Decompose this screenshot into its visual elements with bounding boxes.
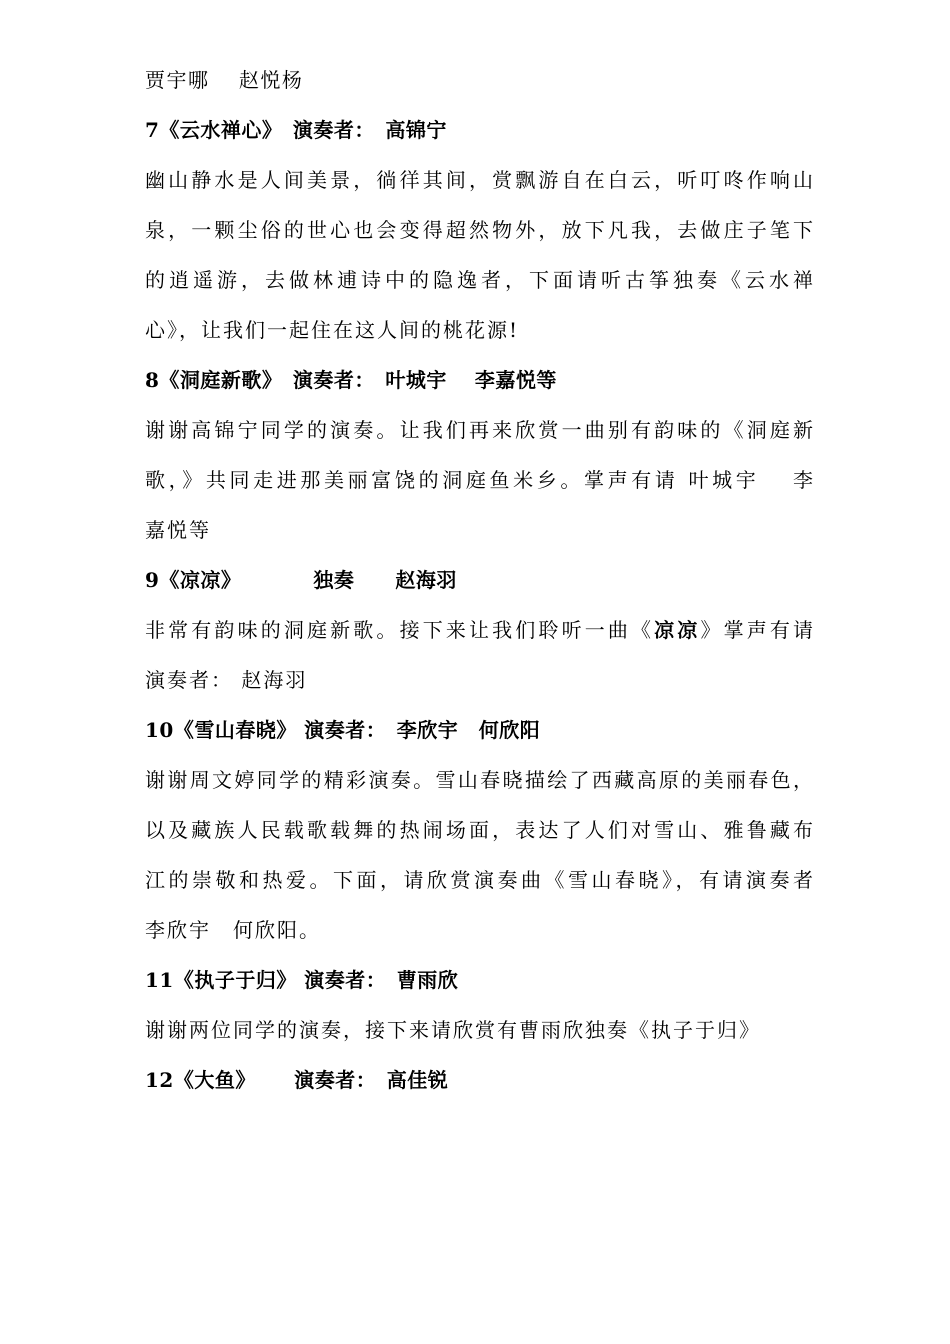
section-heading-10: 10《雪山春晓》 演奏者： 李欣宇 何欣阳 — [145, 718, 541, 742]
paragraph-line: 以及藏族人民载歌载舞的热闹场面，表达了人们对雪山、雅鲁藏布 — [145, 818, 815, 842]
paragraph-line: 的逍遥游，去做林逋诗中的隐逸者，下面请听古筝独奏《云水禅 — [145, 268, 815, 292]
section-paragraph-8 — [145, 405, 815, 555]
performer-names: 贾宇哪 赵悦杨 — [145, 68, 304, 92]
section-heading-9: 9《凉凉》 独奏 赵海羽 — [145, 568, 457, 592]
paragraph-line: 泉，一颗尘俗的世心也会变得超然物外，放下凡我，去做庄子笔下 — [145, 218, 815, 242]
section-paragraph-10 — [145, 755, 815, 955]
paragraph-line: 心》，让我们一起住在这人间的桃花源! — [145, 318, 520, 342]
paragraph-text-before: 非常有韵味的洞庭新歌。接下来让我们聆听一曲《 — [145, 618, 655, 642]
section-paragraph-7 — [145, 155, 815, 355]
paragraph-line: 演奏者： 赵海羽 — [145, 668, 308, 692]
section-heading-8: 8《洞庭新歌》 演奏者： 叶城宇 李嘉悦等 — [145, 368, 557, 392]
paragraph-line: 歌，》共同走进那美丽富饶的洞庭鱼米乡。掌声有请 叶城宇 李 — [145, 468, 815, 492]
paragraph-line: 江的崇敬和热爱。下面，请欣赏演奏曲《雪山春晓》，有请演奏者 — [145, 868, 815, 892]
section-paragraph-9 — [145, 605, 815, 705]
section-paragraph-11 — [145, 1005, 815, 1055]
paragraph-line: 谢谢两位同学的演奏，接下来请欣赏有曹雨欣独奏《执子于归》 — [145, 1018, 761, 1042]
paragraph-line: 李欣宇 何欣阳。 — [145, 918, 321, 942]
section-heading-7: 7《云水禅心》 演奏者： 高锦宁 — [145, 118, 447, 142]
song-title-bold: 凉凉 — [654, 618, 701, 642]
document-page — [145, 55, 815, 1105]
section-heading-11: 11《执子于归》 演奏者： 曹雨欣 — [145, 968, 459, 992]
section-heading-12: 12《大鱼》 演奏者： 高佳锐 — [145, 1068, 449, 1092]
paragraph-line: 幽山静水是人间美景，徜徉其间，赏飘游自在白云，听叮咚作响山 — [145, 168, 815, 192]
paragraph-line: 谢谢周文婷同学的精彩演奏。雪山春晓描绘了西藏高原的美丽春色， — [145, 768, 815, 792]
paragraph-line — [145, 605, 815, 655]
paragraph-text-after: 》掌声有请 — [700, 618, 816, 642]
paragraph-line: 谢谢高锦宁同学的演奏。让我们再来欣赏一曲别有韵味的《洞庭新 — [145, 418, 815, 442]
paragraph-line: 嘉悦等 — [145, 518, 211, 542]
